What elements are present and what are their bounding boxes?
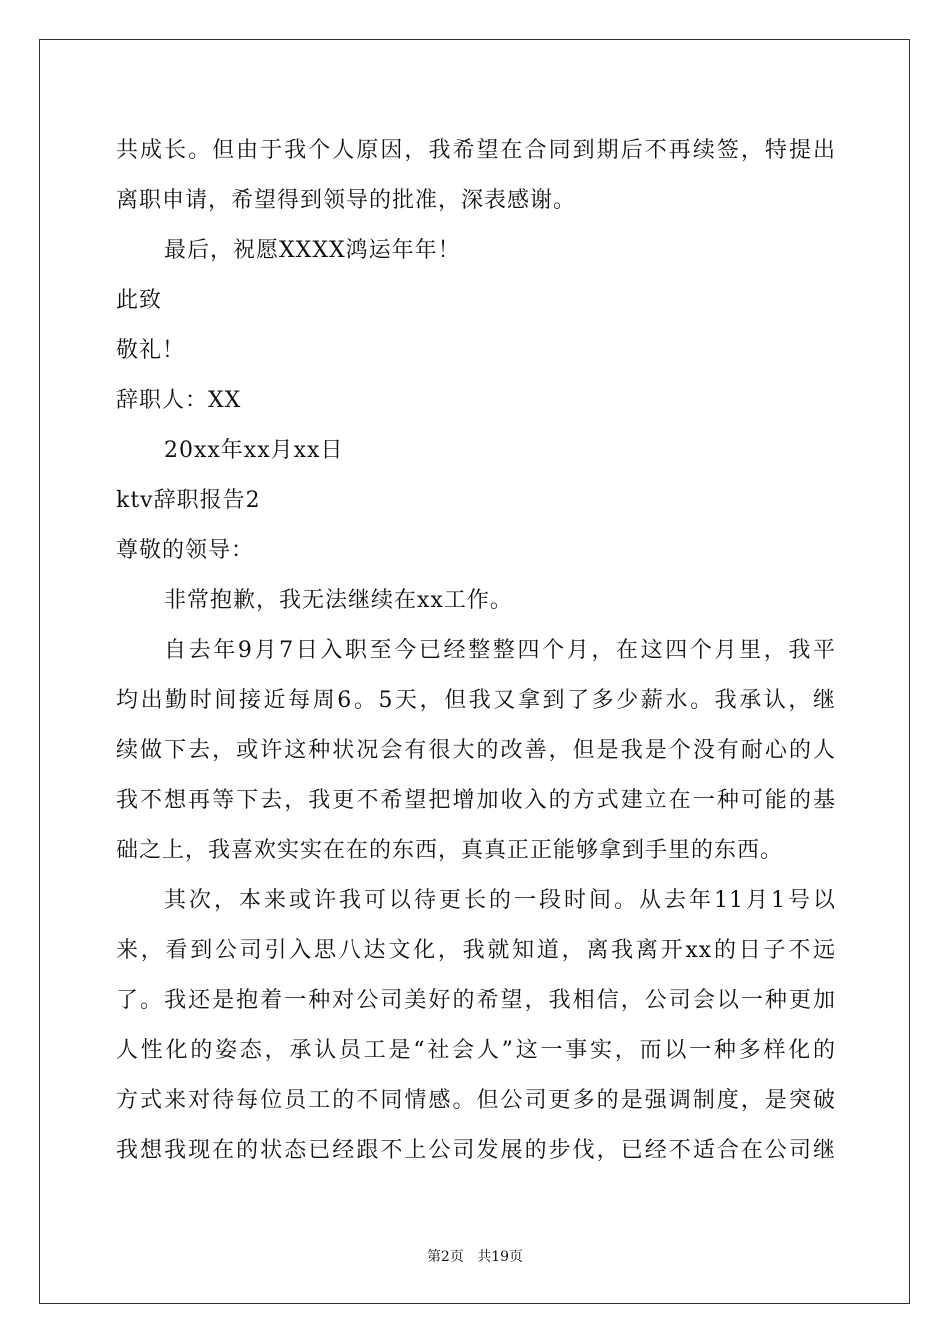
text-line: 敬礼！ [116,338,186,363]
text-line: 了。我还是抱着一种对公司美好的希望，我相信，公司会以一种更加 [116,988,836,1013]
page-footer [0,1246,950,1266]
text-line: 我不想再等下去，我更不希望把增加收入的方式建立在一种可能的基 [116,788,836,813]
salutation: 尊敬的领导： [116,538,255,563]
text-line: 非常抱歉，我无法继续在xx工作。 [164,588,513,613]
text-line: 共成长。但由于我个人原因，我希望在合同到期后不再续签，特提出 [116,138,836,163]
text-line: 均出勤时间接近每周6。5天，但我又拿到了多少薪水。我承认，继 [116,688,836,713]
text-line: 我想我现在的状态已经跟不上公司发展的步伐，已经不适合在公司继 [116,1138,836,1163]
page-total: 共19页 [477,1249,524,1265]
text-line: 人性化的姿态，承认员工是“社会人”这一事实，而以一种多样化的 [116,1038,836,1063]
text-line: 来，看到公司引入思八达文化，我就知道，离我离开xx的日子不远 [116,938,836,963]
text-line: 自去年9月7日入职至今已经整整四个月，在这四个月里，我平 [164,638,836,663]
text-line: 其次，本来或许我可以待更长的一段时间。从去年11月1号以 [164,888,836,913]
text-line: 续做下去，或许这种状况会有很大的改善，但是我是个没有耐心的人 [116,738,836,763]
text-line: 方式来对待每位员工的不同情感。但公司更多的是强调制度，是突破 [116,1088,836,1113]
page-number: 第2页 [426,1249,464,1265]
text-line: 离职申请，希望得到领导的批准，深表感谢。 [116,188,577,213]
text-line: 辞职人：XX [116,388,242,413]
text-line: 最后，祝愿XXXX鸿运年年！ [164,238,461,263]
document-body [116,126,836,1176]
text-line: 20xx年xx月xx日 [164,438,344,463]
text-line: 此致 [116,288,163,313]
text-line: 础之上，我喜欢实实在在的东西，真真正正能够拿到手里的东西。 [116,838,784,863]
section-title: ktv辞职报告2 [116,488,261,513]
